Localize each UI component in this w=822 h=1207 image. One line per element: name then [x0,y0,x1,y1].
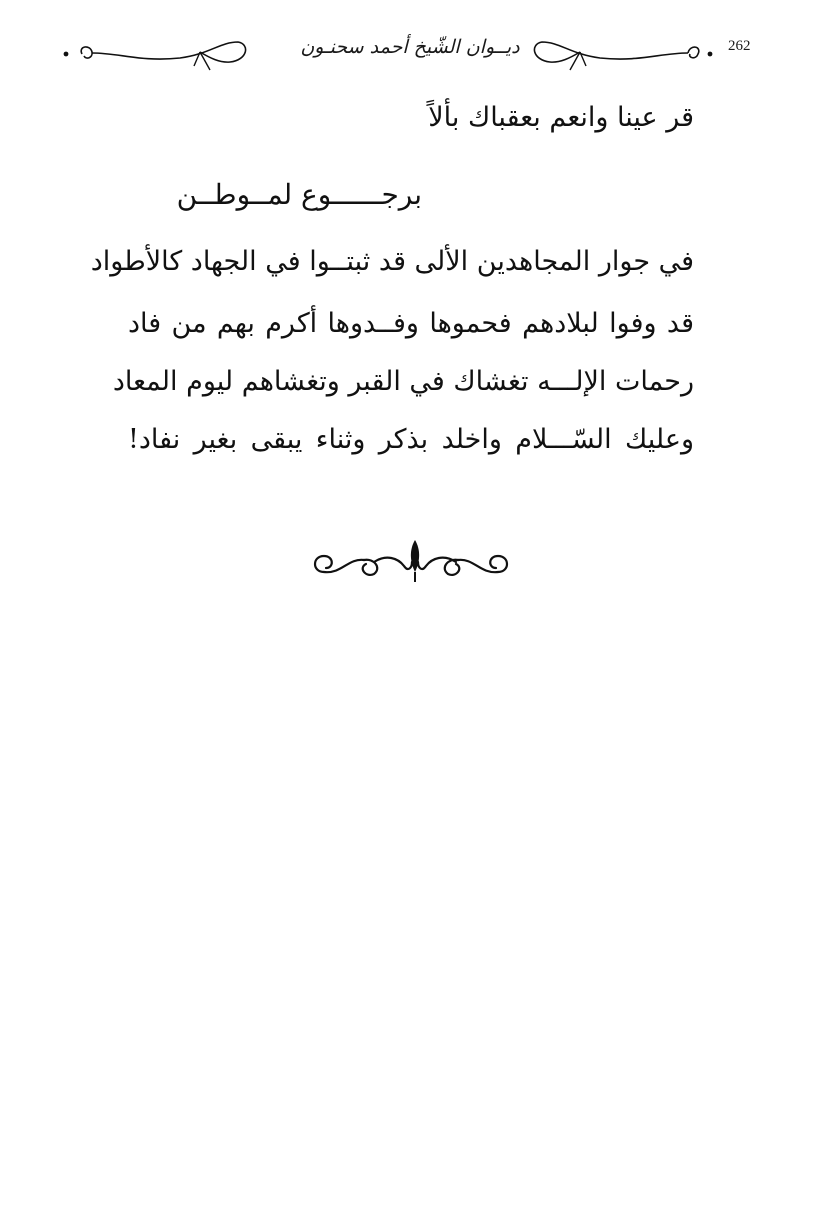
verse-line: رحمات الإلـــه تغشاك في القبر وتغشاهم ليوم المعاد [112,366,694,397]
verse-ending-line: قر عينا وانعم بعقباك بألاً [428,102,694,133]
running-header-title: ديــوان الشّيخ أحمد سحنـون [300,36,520,58]
right-header-ornament-icon [530,30,720,74]
left-header-ornament-icon [60,30,250,74]
verse-line: في جوار المجاهدين الألى قد ثبتــوا في الجهاد كالأطواد [90,246,694,277]
poem-title: برجــــــوع لمــوطــن [176,178,422,211]
page-number: 262 [728,38,751,54]
verse-line: وعليك السّـــلام واخلد بذكر وثناء يبقى بغير نفاد! [128,424,694,455]
running-header [60,22,760,78]
verse-line: قد وفوا لبلادهم فحموها وفــدوها أكرم بهم من فاد [128,308,694,339]
closing-flourish-icon [308,536,522,588]
